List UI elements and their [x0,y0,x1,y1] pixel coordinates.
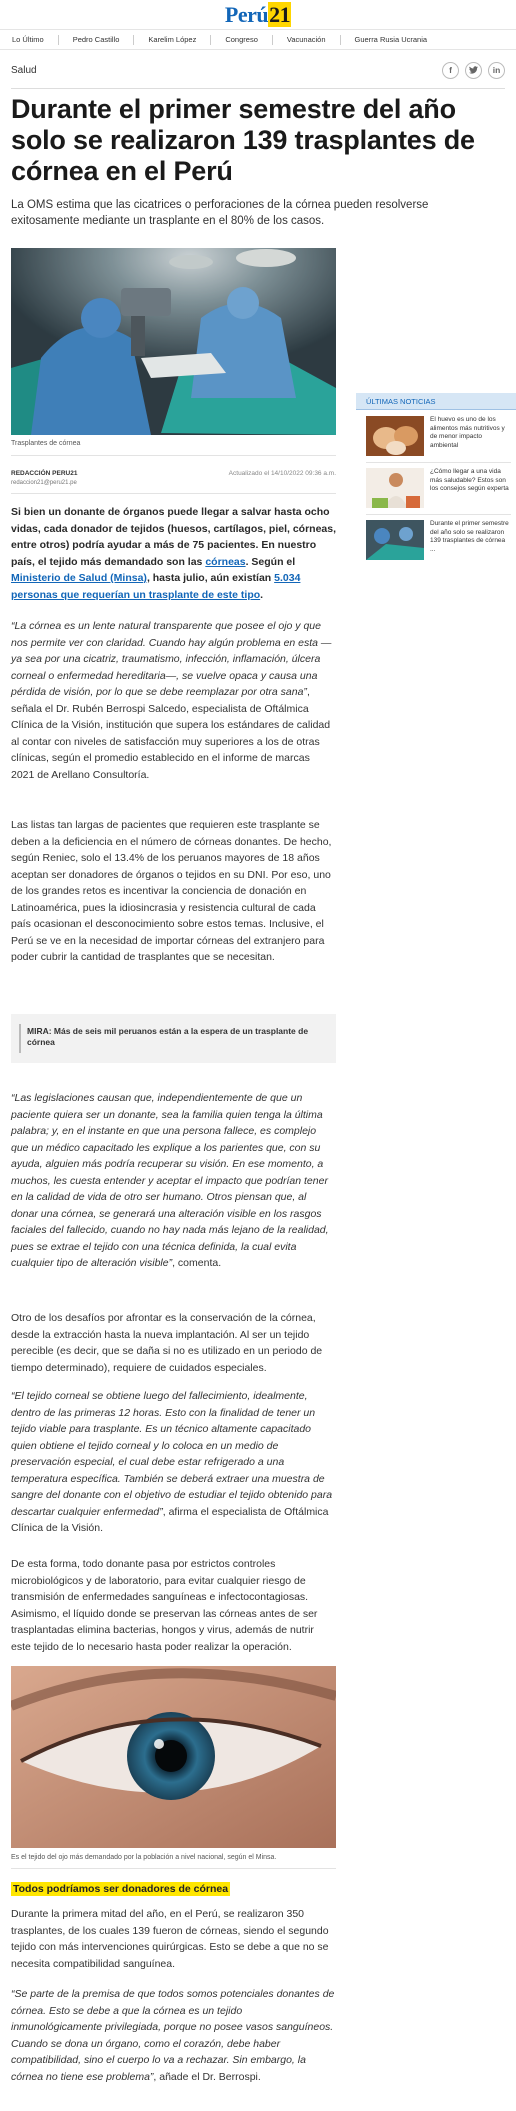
related-article-link[interactable]: MIRA: Más de seis mil peruanos están a la espera de un trasplante de córnea [27,1026,309,1047]
nav-divider [210,35,211,45]
news-title[interactable]: ¿Cómo llegar a una vida más saludable? Estos son los consejos según experta [430,468,509,492]
quote-bar [19,1024,21,1053]
facebook-share-button[interactable]: f [442,62,459,79]
photo-caption: Es el tejido del ojo más demandado por la población a nivel nacional, según el Minsa. [11,1854,277,1861]
nav-item-vacunacion[interactable]: Vacunación [286,35,326,44]
latest-news-item[interactable] [366,520,511,560]
link-minsa[interactable]: Ministerio de Salud (Minsa) [11,572,147,584]
nav-item-congreso[interactable]: Congreso [225,35,258,44]
nav-item-karelim-lopez[interactable]: Karelim López [148,35,197,44]
nav-item-lo-ultimo[interactable]: Lo Último [12,35,44,44]
article-paragraph: “La córnea es un lente natural transparente que posee el ojo y que nos permite ver con claridad. Cuando hay algún problema en esta —ya sea por una cicatriz, traumatismo, infección, inflamación, úlcera corneal o enfermedad hereditaria—, se vuelve opaca y causa una pérdida de visión, por lo que se debe reemplazar por otra sana”, señala el Dr. Rubén Berrospi Salcedo, especialista de Oftálmica Clínica de la Visión, institución que supera los estándares de calidad al contar con niveles de satisfacción muy superiores a los de otras clínicas, según el promedio establecido en el informe de marcas 2021 de Arellano Consultoría. [11,620,332,781]
nav-item-guerra-rusia-ucrania[interactable]: Guerra Rusia Ucrania [354,35,428,44]
article-paragraph: De esta forma, todo donante pasa por estrictos controles microbiológicos y de laboratorio, para evitar cualquier riesgo de transmisión de enfermedades sanguíneas e infectocontagiosas. Asimismo, el líquido donde se preservan las córneas antes de ser trasplantadas elimina bacterias, hongos y virus, además de nutrir este tejido de lo necesario hasta poder realizar la operación. [11,1558,318,1653]
article-subtitle: Todos podríamos ser donadores de córnea [13,1883,229,1895]
article-paragraph: “El tejido corneal se obtiene luego del fallecimiento, idealmente, dentro de las primeras 12 horas. Esto con la finalidad de tener un tejido viable para trasplante. Es un técnico altamente capacitado quien obtiene el tejido corneal y lo coloca en un medio de preservación especial, el cual debe estar refrigerado a una temperatura específica. También se deberá extraer una muestra de sangre del donante con el objetivo de estudiar el tejido obtenido para descartar cualquier enfermedad”, afirma el especialista de Oftálmica Clínica de la Visión. [11,1390,333,1534]
site-logo[interactable]: Perú21 [224,1,291,27]
news-thumbnail[interactable] [366,520,424,560]
divider [366,514,511,515]
nav-item-pedro-castillo[interactable]: Pedro Castillo [72,35,120,44]
article-headline: Durante el primer semestre del año solo se realizaron 139 trasplantes de córnea en el Perú [11,94,475,186]
author-email: redaccion21@peru21.pe [11,480,77,486]
article-paragraph-lead: Si bien un donante de órganos puede llegar a salvar hasta ocho vidas, cada donador de tejidos (huesos, cartílagos, piel, córneas, entre otros) podría ayudar a más de 75 pacientes. En nuestro país, el tejido más demandado son las córneas. Según el Ministerio de Salud (Minsa), hasta julio, aún existían 5.034 personas que requerían un trasplante de este tipo. [11,506,337,601]
section-label[interactable]: Salud [11,64,37,76]
divider [11,88,505,89]
twitter-share-button[interactable] [465,62,482,79]
related-article-box[interactable] [11,1014,336,1063]
nav-divider [340,35,341,45]
author-name[interactable]: REDACCIÓN PERU21 [11,470,78,477]
updated-timestamp: Actualizado el 14/10/2022 09:36 a.m. [228,470,336,477]
article-main-photo [11,248,336,435]
top-nav [0,29,516,50]
latest-news-item[interactable] [366,468,511,508]
photo-caption: Trasplantes de córnea [11,440,81,447]
latest-news-item[interactable] [366,416,511,456]
link-5034-personas[interactable]: 5.034 personas que requerían un trasplante de este tipo [11,572,301,601]
article-paragraph: Durante la primera mitad del año, en el Perú, se realizaron 350 trasplantes, de los cuales 139 fueron de córneas, siendo el segundo tejido con más intervenciones quirúrgicas. Esto se debe a que no se necesita compatibilidad sanguínea. [11,1908,329,1970]
divider [11,493,336,494]
article-subhead: La OMS estima que las cicatrices o perforaciones de la córnea pueden resolverse exitosamente mediante un trasplante en el 80% de los casos. [11,199,429,227]
news-thumbnail[interactable] [366,468,424,508]
article-paragraph: “Las legislaciones causan que, independientemente de que un paciente quiera ser un donante, sea la familia quien tenga la última palabra; y, en el instante en que una persona fallece, es complejo que un médico capacitado les explique a los parientes que, con su ayuda, alguien más podría recuperar su visión. En ese momento, a muchos, les cuesta entender y aceptar el impacto que podrían tener en la calidad de vida de otro ser humano. Otros piensan que, al donar una córnea, se generará una alteración visible en los rasgos faciales del fallecido, cuando no hay nada más lejano de la realidad, pues se extrae el tejido con una técnica definida, la cual evita cualquier tipo de alteración visible”, comenta. [11,1092,329,1269]
latest-news-heading: ÚLTIMAS NOTICIAS [356,393,516,410]
article-paragraph: Otro de los desafíos por afrontar es la conservación de la córnea, desde la extracción hasta la nueva implantación. Al ser un tejido perecible (es decir, que se daña si no es utilizado en un periodo de tiempo determinado), requiere de cuidados especiales. [11,1312,323,1374]
article-eye-photo [11,1666,336,1848]
linkedin-share-button[interactable]: in [488,62,505,79]
divider [366,462,511,463]
byline [11,470,336,486]
twitter-icon [469,66,478,74]
link-corneas[interactable]: córneas [205,555,246,568]
nav-divider [58,35,59,45]
article-paragraph: “Se parte de la premisa de que todos somos potenciales donantes de córnea. Esto se debe a que la córnea es un tejido inmunológicamente privilegiada, porque no posee vasos sanguíneos. Cuando se dona un órgano, como el corazón, debe haber compatibilidad, sino el cuerpo lo va a rechazar. Sin embargo, la córnea no tiene ese problema”, añade el Dr. Berrospi. [11,1988,335,2083]
article-paragraph: Las listas tan largas de pacientes que requieren este trasplante se deben a la deficiencia en el número de córneas donantes. De hecho, según Reniec, solo el 13.4% de los peruanos mayores de 18 años aceptan ser donadores de órganos o tejidos en su DNI. Por eso, uno de los grandes retos es incentivar la conciencia de donación en Latinoamérica, pues la idiosincrasia y resistencia cultural de cada país ocasionan el desconocimiento sobre estos temas. Inclusive, el Perú se ve en la necesidad de importar córneas del extranjero para poder cubrir la cantidad de trasplantes que se necesitan. [11,819,332,963]
site-header [0,0,516,29]
divider [11,455,336,456]
divider [11,1868,336,1869]
news-thumbnail[interactable] [366,416,424,456]
news-title[interactable]: Durante el primer semestre del año solo se realizaron 139 trasplantes de córnea ... [430,520,509,553]
section-row [11,58,505,82]
news-title[interactable]: El huevo es uno de los alimentos más nutritivos y de menor impacto ambiental [430,416,505,449]
nav-divider [133,35,134,45]
share-buttons [442,62,505,79]
nav-divider [272,35,273,45]
